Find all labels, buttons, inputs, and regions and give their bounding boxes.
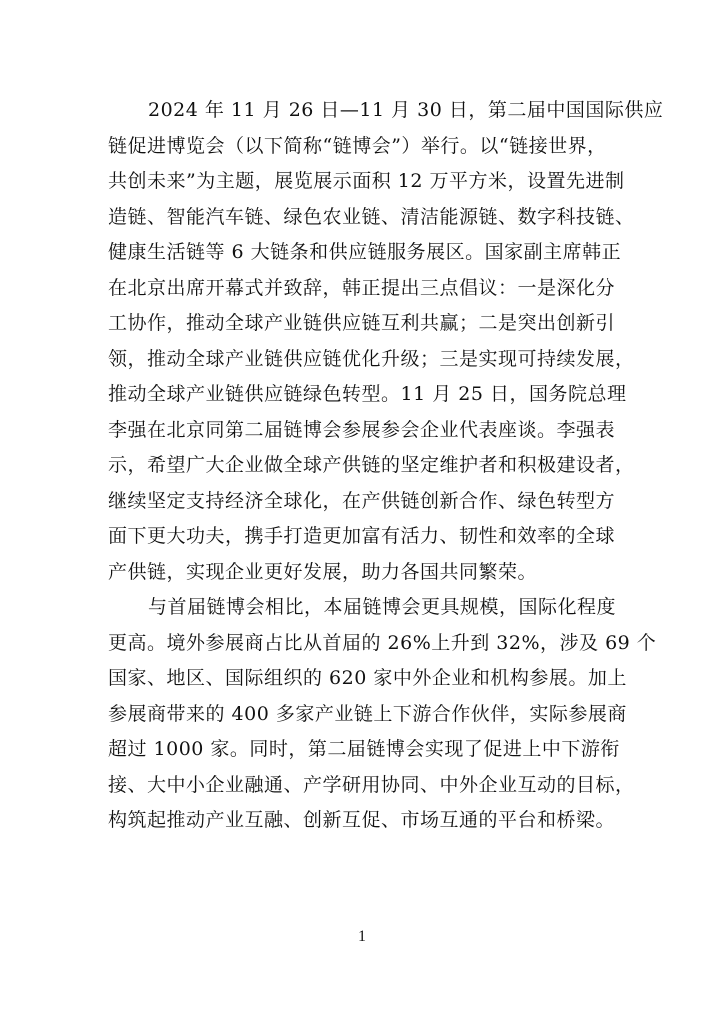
text-line: 超过 1000 家。同时，第二届链博会实现了促进上中下游衔	[108, 738, 620, 760]
text-line: 构筑起推动产业互融、创新互促、市场互通的平台和桥梁。	[108, 809, 616, 831]
text-line: 共创未来”为主题，展览展示面积 12 万平方米，设置先进制	[108, 170, 625, 192]
text-line: 工协作，推动全球产业链供应链互利共赢；二是突出创新引	[108, 312, 616, 334]
text-line: 接、大中小企业融通、产学研用协同、中外企业互动的目标，	[108, 773, 635, 796]
text-line: 链促进博览会（以下简称“链博会”）举行。以“链接世界，	[108, 134, 607, 157]
text-line: 2024 年 11 月 26 日—11 月 30 日，第二届中国国际供应	[148, 99, 664, 121]
text-line: 更高。境外参展商占比从首届的 26%上升到 32%，涉及 69 个	[108, 631, 657, 654]
text-line: 李强在北京同第二届链博会参展参会企业代表座谈。李强表	[108, 418, 616, 441]
text-line: 在北京出席开幕式并致辞，韩正提出三点倡议：一是深化分	[108, 276, 616, 299]
text-line: 继续坚定支持经济全球化，在产供链创新合作、绿色转型方	[108, 489, 616, 512]
text-line: 国家、地区、国际组织的 620 家中外企业和机构参展。加上	[108, 667, 627, 689]
paragraph-1	[108, 93, 664, 590]
text-line: 产供链，实现企业更好发展，助力各国共同繁荣。	[108, 560, 538, 583]
text-line: 推动全球产业链供应链绿色转型。11 月 25 日，国务院总理	[108, 383, 627, 405]
text-line: 示，希望广大企业做全球产供链的坚定维护者和积极建设者，	[108, 454, 635, 476]
paragraph-2	[108, 590, 657, 839]
page-number: 1	[358, 928, 366, 945]
body-text	[108, 93, 664, 839]
text-line: 参展商带来的 400 多家产业链上下游合作伙伴，实际参展商	[108, 702, 627, 725]
text-line: 造链、智能汽车链、绿色农业链、清洁能源链、数字科技链、	[108, 205, 635, 228]
text-line: 领，推动全球产业链供应链优化升级；三是实现可持续发展，	[108, 347, 635, 370]
text-line: 与首届链博会相比，本届链博会更具规模，国际化程度	[148, 596, 617, 618]
text-line: 健康生活链等 6 大链条和供应链服务展区。国家副主席韩正	[108, 241, 622, 263]
text-line: 面下更大功夫，携手打造更加富有活力、韧性和效率的全球	[108, 525, 616, 547]
